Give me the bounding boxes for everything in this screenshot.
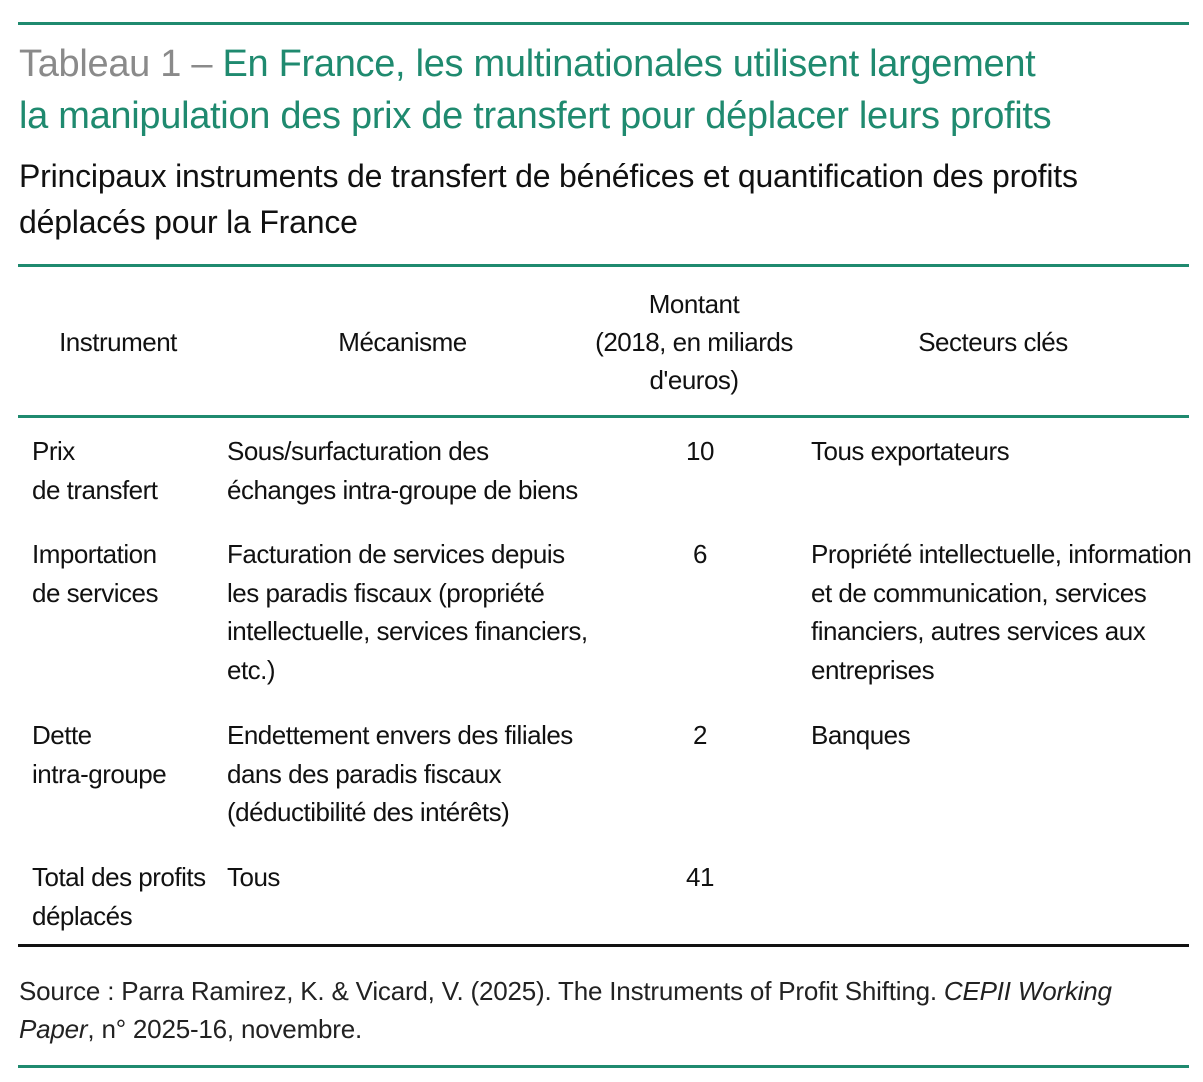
source-journal-2: Paper — [19, 1014, 88, 1044]
subtitle-line-1: Principaux instruments de transfert de bénéfices et quantification des profits — [19, 158, 1078, 194]
row2-instrument-line-1: Importation — [32, 539, 157, 569]
row3-secteurs — [811, 716, 1196, 755]
row4-mecanisme — [227, 858, 597, 897]
top-rule — [18, 22, 1189, 25]
title-line-1: En France, les multinationales utilisent largement — [222, 43, 1036, 85]
row2-secteurs — [811, 535, 1196, 689]
row4-instrument-line-2: déplacés — [32, 900, 133, 931]
header-montant-line-1: Montant — [648, 289, 740, 319]
source-rest: , n° 2025-16, novembre. — [87, 1014, 363, 1044]
header-montant — [585, 285, 803, 399]
header-montant-line-2: (2018, en miliards — [595, 327, 793, 357]
row2-secteurs-line-4: entreprises — [811, 654, 935, 685]
row2-mecanisme-line-2: les paradis fiscaux (propriété — [227, 577, 545, 608]
row1-mecanisme-line-1: Sous/surfacturation des — [227, 436, 489, 466]
row2-mecanisme-line-1: Facturation de services depuis — [227, 539, 565, 569]
title-prefix: Tableau 1 – — [19, 43, 223, 85]
row3-secteurs-line-1: Banques — [811, 720, 911, 750]
title-line-2: la manipulation des prix de transfert pour déplacer leurs profits — [19, 95, 1052, 137]
row2-mecanisme-line-4: etc.) — [227, 654, 276, 685]
row4-mecanisme-line-1: Tous — [227, 862, 280, 892]
row3-mecanisme-line-2: dans des paradis fiscaux — [227, 758, 502, 789]
row3-mecanisme-line-3: (déductibilité des intérêts) — [227, 797, 510, 827]
header-secteurs — [803, 323, 1183, 361]
header-secteurs-label: Secteurs clés — [918, 327, 1068, 357]
row1-mecanisme-line-2: échanges intra-groupe de biens — [227, 474, 578, 505]
row2-mecanisme — [227, 535, 597, 689]
bottom-rule — [18, 1065, 1189, 1068]
row1-instrument-line-1: Prix — [32, 436, 75, 466]
table-row — [32, 858, 222, 935]
row3-instrument-line-1: Dette — [32, 720, 92, 750]
row2-instrument-line-2: de services — [32, 577, 158, 608]
source-note — [19, 972, 1194, 1048]
row1-montant: 10 — [686, 436, 714, 466]
table-row — [32, 716, 222, 793]
source-text: Source : Parra Ramirez, K. & Vicard, V. (2025). The Instruments of Profit Shifting. — [19, 976, 944, 1006]
header-mecanisme — [220, 323, 585, 361]
row1-mecanisme — [227, 432, 597, 509]
row2-secteurs-line-2: et de communication, services — [811, 577, 1147, 608]
row3-mecanisme-line-1: Endettement envers des filiales — [227, 720, 573, 750]
row3-montant: 2 — [693, 720, 707, 750]
header-top-rule — [18, 264, 1189, 267]
table-row — [32, 432, 222, 509]
header-instrument — [18, 323, 218, 361]
table-title — [19, 38, 1179, 142]
row4-montant: 41 — [686, 862, 714, 892]
row4-instrument-line-1: Total des profits — [32, 862, 206, 892]
row3-instrument-line-2: intra-groupe — [32, 758, 167, 789]
row2-secteurs-line-3: financiers, autres services aux — [811, 616, 1146, 646]
row1-instrument-line-2: de transfert — [32, 474, 158, 505]
row2-secteurs-line-1: Propriété intellectuelle, information — [811, 539, 1192, 569]
source-journal-1: CEPII Working — [943, 976, 1112, 1006]
table-bottom-rule — [18, 944, 1189, 947]
row3-mecanisme — [227, 716, 597, 832]
subtitle-line-2: déplacés pour la France — [19, 204, 358, 240]
header-montant-line-3: d'euros) — [649, 365, 739, 395]
header-mecanisme-label: Mécanisme — [338, 327, 467, 357]
table-subtitle — [19, 153, 1179, 245]
header-bottom-rule — [18, 415, 1189, 418]
row1-secteurs-line-1: Tous exportateurs — [811, 436, 1010, 466]
table-row — [32, 535, 222, 612]
row2-mecanisme-line-3: intellectuelle, services financiers, — [227, 616, 588, 646]
header-instrument-label: Instrument — [59, 327, 177, 357]
row2-montant: 6 — [693, 539, 707, 569]
row1-secteurs — [811, 432, 1196, 471]
